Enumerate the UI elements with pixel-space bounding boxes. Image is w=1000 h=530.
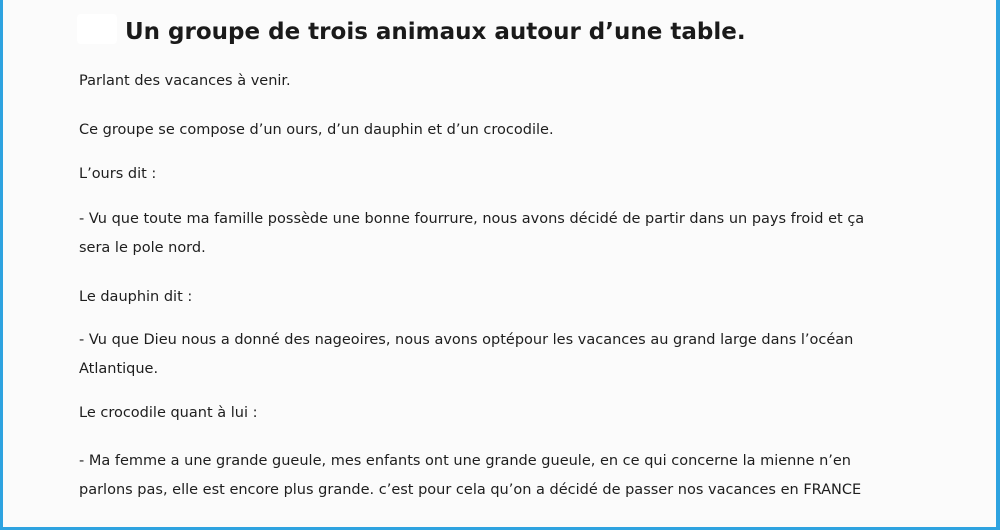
paragraph-line: Parlant des vacances à venir. xyxy=(79,73,291,89)
paragraph-line: - Vu que Dieu nous a donné des nageoires, nous avons optépour les vacances au grand large dans l’océan xyxy=(79,332,854,348)
paragraph-crocodile-intro xyxy=(79,399,257,428)
paragraph-line: L’ours dit : xyxy=(79,166,157,182)
paragraph-bear-speech xyxy=(79,205,864,263)
paragraph-dolphin-intro xyxy=(79,283,192,312)
document-title: Un groupe de trois animaux autour d’une table. xyxy=(125,19,746,45)
paragraph-line: Le crocodile quant à lui : xyxy=(79,405,258,421)
paragraph-line: sera le pole nord. xyxy=(79,240,206,256)
paragraph-line: - Vu que toute ma famille possède une bonne fourrure, nous avons décidé de partir dans un pays froid et ça xyxy=(79,211,865,227)
paragraph-intro xyxy=(79,67,291,96)
paragraph-line: Ce groupe se compose d’un ours, d’un dauphin et d’un crocodile. xyxy=(79,122,554,138)
paragraph-line: - Ma femme a une grande gueule, mes enfants ont une grande gueule, en ce qui concerne la mienne n’en xyxy=(79,453,851,469)
paragraph-line: parlons pas, elle est encore plus grande. c’est pour cela qu’on a décidé de passer nos vacances en FRANCE xyxy=(79,482,862,498)
paragraph-crocodile-speech xyxy=(79,447,861,505)
paragraph-group xyxy=(79,116,554,145)
paragraph-line: Le dauphin dit : xyxy=(79,289,193,305)
title-smudge xyxy=(77,14,117,44)
paragraph-line: Atlantique. xyxy=(79,361,159,377)
paragraph-bear-intro xyxy=(79,160,156,189)
paragraph-dolphin-speech xyxy=(79,326,853,384)
